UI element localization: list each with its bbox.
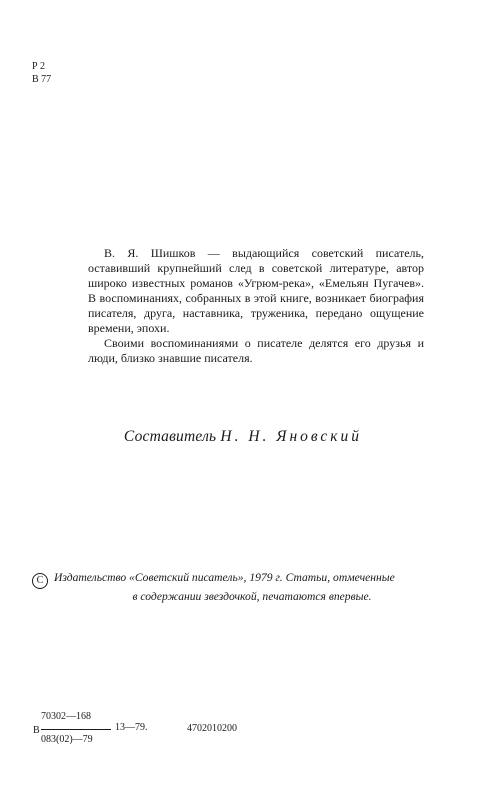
fraction-divider [41,729,111,730]
imprint-code-letter: В [33,725,40,736]
classification-line-1: Р 2 [32,61,46,72]
compiler-role: Составитель [123,428,217,445]
imprint-numerator: 70302—168 [41,711,91,722]
copyright-icon: C [32,573,48,589]
imprint-denominator: 083(02)—79 [41,734,93,745]
book-annotation [88,246,424,366]
library-classification-code [32,60,51,86]
copyright-line-1: Издательство «Советский писатель», 1979 г. Статьи, отмеченные [54,571,395,584]
compiler-name: Н. Н. Яновский [220,428,363,445]
copyright-notice [32,570,462,604]
imprint-suffix: 13—79. [115,722,148,733]
annotation-paragraph-2: Своими воспоминаниями о писателе делятся его друзья и люди, близко знавшие писателя. [88,336,424,365]
classification-line-2: В 77 [32,74,52,85]
annotation-paragraph-1: В. Я. Шишков — выдающийся советский писатель, оставивший крупнейший след в советской литературе, автор широко известных романов «Угрюм-река», «Емельян Пугачев». В воспоминаниях, собранных в этой книге, возникает биография писателя, друга, наставника, труженика, передано ощущение времени, эпохи. [88,246,424,335]
imprint-catalog-number: 4702010200 [187,723,237,734]
compiler-credit [0,428,486,446]
publication-imprint-code [33,711,333,751]
copyright-line-2: в содержании звездочкой, печатаются впервые. [132,590,372,603]
